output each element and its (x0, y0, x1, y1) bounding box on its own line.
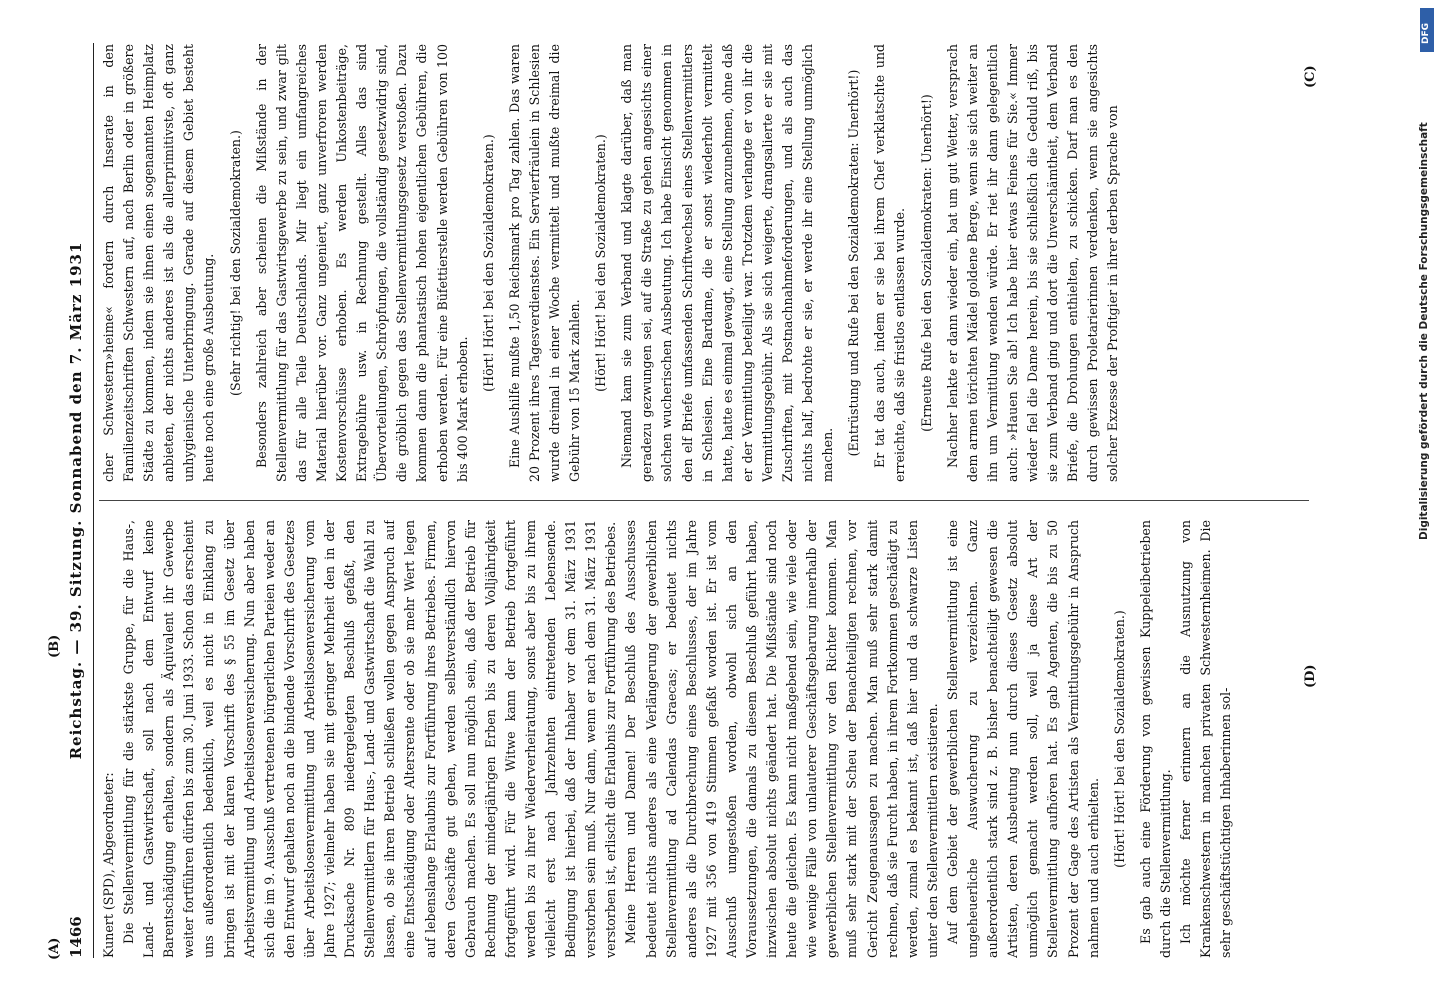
dfg-logo-text: DFG (1421, 22, 1431, 44)
section-marker-d: (D) (1303, 664, 1318, 688)
paragraph: Eine Aushilfe mußte 1,50 Reichsmark pro Tag zahlen. Das waren 20 Prozent ihres Tagesverdienstes. Ein Servierfräulein in Schlesien wurde dreimal in einer Woche vermittelt und mußte dreimal die Gebühr von 15 Mark zahlen. (506, 44, 583, 482)
document-page (47, 43, 1318, 960)
paragraph: Ich möchte ferner erinnern an die Ausnutzung von Krankenschwestern in manchen privaten Schwesternheimen. Die sehr geschäftstüchtigen Inhaberinnen sol- (1177, 520, 1234, 958)
interjection: (Hört! Hört! bei den Sozialdemokraten.) (1111, 610, 1127, 868)
running-header (65, 43, 91, 958)
interjection: (Hört! Hört! bei den Sozialdemokraten.) (480, 134, 496, 392)
section-marker-a: (A) (47, 937, 62, 960)
paragraph: Die Stellenvermittlung für die stärkste Gruppe, für die Haus-, Land- und Gastwirtschaft, soll nach dem Entwurf keine Barentschädigung erhalten, sondern als Äquivalent ihr Gewerbe weiter fortführen dürfen bis zum 30. Juni 1933. Schon das erscheint uns außerordentlich bedenklich, weil es nicht in Einklang zu bringen ist mit der klaren Vorschrift des § 55 im Gesetz über Arbeitsvermittlung und Arbeitslosenversicherung. Nun aber haben sich die im 9. Ausschuß vertretenen bürgerlichen Parteien weder an den Entwurf gehalten noch an die bindende Vorschrift des Gesetzes über Arbeitslosenvermittlung und Arbeitslosenversicherung vom Jahre 1927; vielmehr haben sie mit geringer Mehrheit den in der Drucksache Nr. 809 niedergelegten Beschluß gefaßt, den Stellenvermittlern für Haus-, Land- und Gastwirtschaft die Wahl zu lassen, ob sie ihren Betrieb schließen wollen gegen Anspruch auf eine Entschädigung oder Altersrente oder ob sie mehr Wert legen auf lebenslange Erlaubnis zur Fortführung ihres Betriebes. Firmen, deren Geschäfte gut gehen, werden selbstverständlich hiervon Gebrauch machen. Es soll nun möglich sein, daß der Betrieb für Rechnung der minderjährigen Erben bis zu deren Volljährigkeit fortgeführt wird. Für die Witwe kann der Betrieb fortgeführt werden bis zu ihrer Wiederverheiratung, sonst aber bis zu ihrem vielleicht erst nach Jahrzehnten eintretenden Lebensende. Bedingung ist hierbei, daß der Inhaber vor dem 31. März 1931 verstorben sein muß. Nur dann, wenn er nach dem 31. März 1931 verstorben ist, erlischt die Erlaubnis zur Fortführung des Betriebes. (121, 520, 619, 958)
interjection: (Hört! Hört! bei den Sozialdemokraten.) (593, 134, 609, 392)
header-rule (93, 43, 94, 958)
column-divider (99, 500, 1309, 501)
page-number: 1466 (67, 916, 85, 958)
header-title: Reichstag. — 39. Sitzung. Sonnabend den 7. März 1931 (67, 241, 85, 760)
paragraph: cher Schwestern»heime« fordern durch Inserate in den Familienzeitschriften Schwestern auf, nach Berlin oder in größere Städte zu kommen, indem sie ihnen einen sogenannten Heimplatz anbieten, der nichts anderes ist als die allerprimitivste, oft ganz unhygienische Unterbringung. Gerade auf diesem Gebiet besteht heute noch eine große Ausbeutung. (101, 44, 217, 482)
digitization-credit: Digitalisierung gefördert durch die Deutsche Forschungsgemeinschaft (1418, 122, 1430, 540)
right-column (99, 44, 1305, 482)
interjection: (Sehr richtig! bei den Sozialdemokraten.) (227, 130, 243, 396)
section-marker-c: (C) (1303, 65, 1318, 88)
paragraph: Niemand kam sie zum Verband und klagte darüber, daß man geradezu gezwungen sei, auf die Straße zu gehen angesichts einer solchen wucherischen Ausbeutung. Ich habe Einsicht genommen in den elf Briefe umfassenden Schriftwechsel eines Stellenvermittlers in Schlesien. Eine Bardame, die er sonst wiederholt vermittelt hatte, hatte es einmal gewagt, eine Stellung anzunehmen, ohne daß er der Vermittlung beteiligt war. Trotzdem verlangte er von ihr die Vermittlungsgebühr. Als sie sich weigerte, drangsalierte er sie mit Zuschriften, mit Postnachnahmeforderungen, und als auch das nichts half, bedrohte er sie, er werde ihr eine Stellung unmöglich machen. (619, 44, 836, 482)
dfg-logo (1420, 8, 1434, 52)
interjection: (Erneute Rufe bei den Sozialdemokraten: Unerhört!) (918, 94, 934, 432)
paragraph: Meine Herren und Damen! Der Beschluß des Ausschusses bedeutet nichts anderes als eine Verlängerung der gewerblichen Stellenvermittlung ad Calendas Graecas; er bedeutet nichts anderes als die Durchbrechung eines Beschlusses, der im Jahre 1927 mit 356 von 419 Stimmen gefaßt worden ist. Er ist vom Ausschuß umgestoßen worden, obwohl sich an den Voraussetzungen, die damals zu diesem Beschluß geführt haben, inzwischen absolut nichts geändert hat. Die Mißstände sind noch heute die gleichen. Es kann nicht maßgebend sein, wie viele oder wie wenige Fälle von unlauterer Geschäftsgebarung innerhalb der gewerblichen Stellenvermittlung vor den Richter kommen. Man muß sehr stark mit der Scheu der Benachteiligten rechnen, vor Gericht Zeugenaussagen zu machen. Man muß sehr stark damit rechnen, daß sie Furcht haben, in ihrem Fortkommen geschädigt zu werden, zumal es bekannt ist, daß hier und da schwarze Listen unter den Stellenvermittlern existieren. (623, 520, 940, 958)
paragraph: Nachher lenkte er dann wieder ein, bat um gut Wetter, versprach dem armen törichten Mädel goldene Berge, wenn sie sich weiter an ihn um Vermittlung wenden würde. Er riet ihr dann gelegentlich auch: »Hauen Sie ab! Ich habe hier etwas Feines für Sie.« Immer wieder fiel die Dame herein, bis sie schließlich die Geduld riß, bis sie zum Verband ging und dort die Unverschämtheit, dem Verband Briefe, die Drohungen enthielten, zu schicken. Darf man es den durch gewissen Proletarierinnen verdenken, wenn sie angesichts solcher Exzesse der Profitgier in ihrer derben Sprache von (944, 44, 1121, 482)
left-column (99, 520, 1305, 958)
paragraph: Besonders zahlreich aber scheinen die Mißstände in der Stellenvermittlung für das Gastwirtsgewerbe zu sein, und zwar gilt das für alle Teile Deutschlands. Mir liegt ein umfangreiches Material hierüber vor. Ganz ungeniert, ganz unverfroren werden Kostenvorschüsse erhoben. Es werden Unkostenbeiträge, Extragebühre usw. in Rechnung gestellt. Alles das sind Übervorteilungen, Schröpfungen, die vollständig gesetzwidrig sind, die gröblich gegen das Stellenvermittlungsgesetz verstoßen. Dazu kommen dann die phantastisch hohen eigentlichen Gebühren, die erhoben werden. Für eine Büfettierstelle werden Gebühren von 100 bis 400 Mark erhoben. (253, 44, 470, 482)
paragraph: Es gab auch eine Förderung von gewissen Kuppeleibetrieben durch die Stellenvermittlung. (1137, 520, 1173, 958)
paragraph: Er tat das auch, indem er sie bei ihrem Chef verklatschte und erreichte, daß sie fristlos entlassen wurde. (872, 44, 908, 482)
interjection: (Entrüstung und Rufe bei den Sozialdemokraten: Unerhört!) (846, 69, 862, 457)
paragraph: Auf dem Gebiet der gewerblichen Stellenvermittlung ist eine ungeheuerliche Auswucherung zu verzeichnen. Ganz außerordentlich stark sind z. B. bisher benachteiligt gewesen die Artisten, deren Ausbeutung nun durch dieses Gesetz absolut unmöglich gemacht werden soll, weil ja diese Art der Stellenvermittlung aufhören hat. Es gab Agenten, die bis zu 50 Prozent der Gage des Artisten als Vermittlungsgebühr in Anspruch nahmen und auch erhielten. (944, 520, 1101, 958)
speaker-line: Kunert (SPD), Abgeordneter: (101, 772, 116, 958)
section-marker-b: (B) (47, 634, 62, 658)
